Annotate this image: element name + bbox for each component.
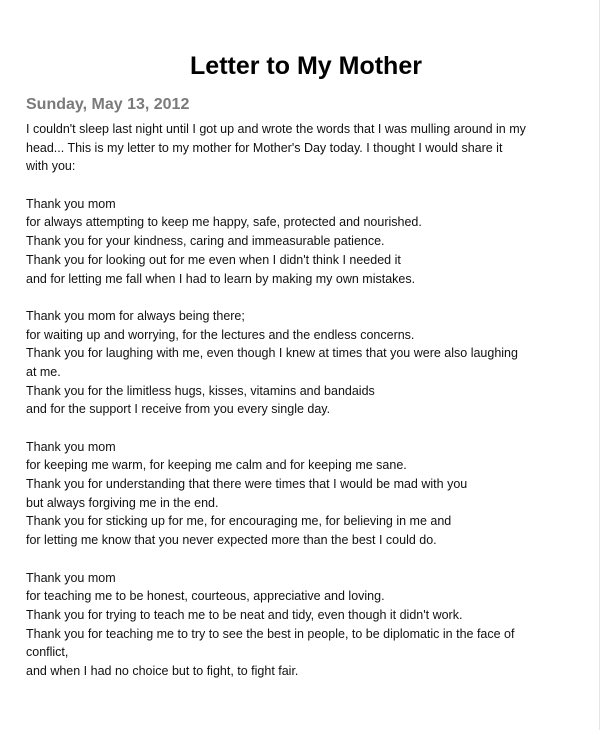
document-title: Letter to My Mother (190, 52, 422, 80)
text-line: Thank you for your kindness, caring and immeasurable patience. (26, 234, 385, 249)
text-line: with you: (26, 159, 76, 174)
stanza-3 (26, 438, 592, 550)
post-date: Sunday, May 13, 2012 (26, 96, 190, 113)
text-line: Thank you mom (26, 196, 116, 211)
text-line: Thank you mom for always being there; (26, 308, 245, 323)
text-line: I couldn't sleep last night until I got up and wrote the words that I was mulling around in my (26, 122, 526, 136)
stanza-1 (26, 195, 592, 288)
text-line: but always forgiving me in the end. (26, 495, 219, 510)
text-line: for always attempting to keep me happy, safe, protected and nourished. (26, 215, 422, 230)
text-line: and when I had no choice but to fight, to fight fair. (26, 663, 299, 678)
text-line: conflict, (26, 645, 69, 660)
text-line: at me. (26, 364, 61, 379)
text-line: Thank you for sticking up for me, for encouraging me, for believing in me and (26, 514, 452, 529)
text-line: Thank you for the limitless hugs, kisses, vitamins and bandaids (26, 383, 375, 398)
text-line: Thank you for looking out for me even when I didn't think I needed it (26, 252, 401, 267)
intro-paragraph (26, 120, 592, 176)
text-line: and for the support I receive from you every single day. (26, 402, 331, 417)
text-line: Thank you for trying to teach me to be neat and tidy, even though it didn't work. (26, 607, 463, 622)
text-line: for teaching me to be honest, courteous, appreciative and loving. (26, 589, 385, 604)
text-line: for letting me know that you never expected more than the best I could do. (26, 533, 437, 548)
text-line: Thank you mom (26, 439, 116, 454)
text-line: Thank you for understanding that there were times that I would be mad with you (26, 477, 468, 492)
stanza-4 (26, 569, 592, 681)
text-line: Thank you for teaching me to try to see the best in people, to be diplomatic in the face of (26, 626, 515, 641)
text-line: and for letting me fall when I had to learn by making my own mistakes. (26, 271, 416, 286)
text-line: head... This is my letter to my mother for Mother's Day today. I thought I would share it (26, 140, 503, 155)
text-line: Thank you for laughing with me, even though I knew at times that you were also laughing (26, 346, 518, 361)
text-line: for waiting up and worrying, for the lectures and the endless concerns. (26, 327, 415, 342)
text-line: Thank you mom (26, 570, 116, 585)
stanza-2 (26, 307, 592, 419)
letter-body (26, 120, 592, 681)
text-line: for keeping me warm, for keeping me calm and for keeping me sane. (26, 458, 407, 473)
